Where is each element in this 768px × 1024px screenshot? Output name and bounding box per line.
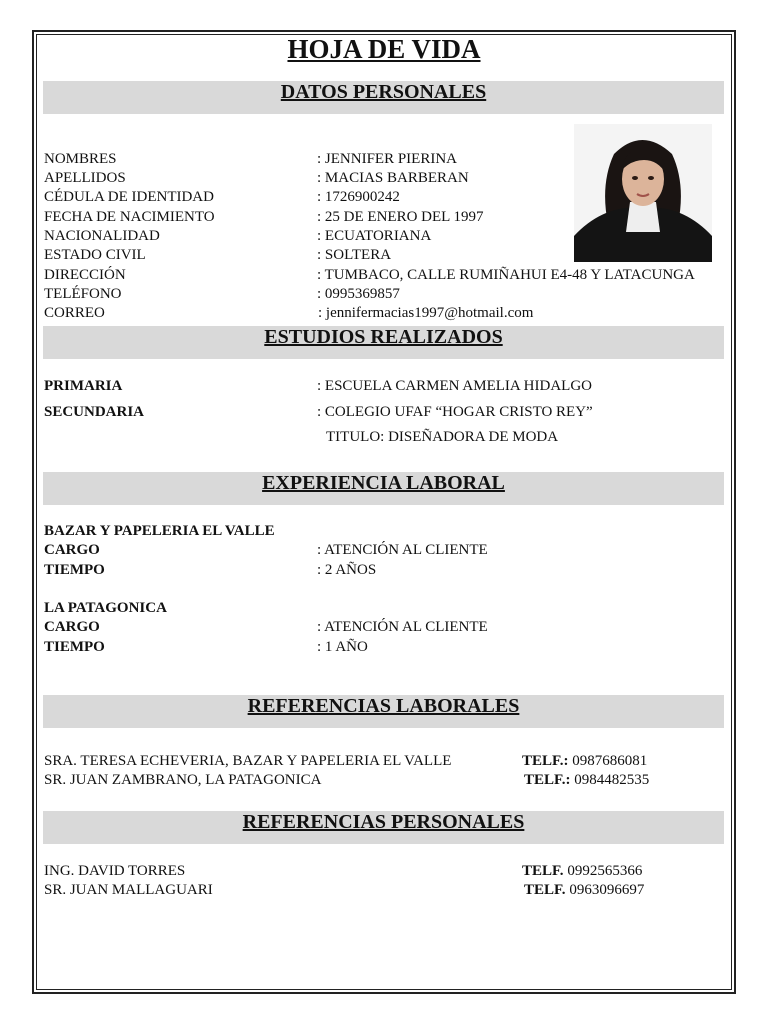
section-work-refs-header: REFERENCIAS LABORALES: [43, 695, 724, 728]
experience-company-1: BAZAR Y PAPELERIA EL VALLE: [44, 523, 275, 539]
value-nacionalidad: : ECUATORIANA: [317, 228, 432, 244]
personal-ref-tel-label-2: TELF.: [524, 882, 566, 898]
value-correo: : jennifermacias1997@hotmail.com: [318, 305, 534, 321]
value-primaria: : ESCUELA CARMEN AMELIA HIDALGO: [317, 378, 593, 394]
experience-tiempo-1: : 2 AÑOS: [317, 562, 377, 578]
work-ref-tel-value-2: 0984482535: [574, 772, 650, 788]
value-telefono: : 0995369857: [317, 286, 400, 302]
work-ref-tel-2: [524, 772, 649, 789]
personal-ref-tel-label-1: TELF.: [522, 863, 564, 879]
value-secundaria: : COLEGIO UFAF “HOGAR CRISTO REY”: [317, 404, 593, 420]
label-cedula: CÉDULA DE IDENTIDAD: [44, 189, 214, 205]
label-nacionalidad: NACIONALIDAD: [44, 228, 160, 244]
personal-ref-tel-value-1: 0992565366: [567, 863, 643, 879]
label-correo: CORREO: [44, 305, 105, 321]
section-personal-refs-header: REFERENCIAS PERSONALES: [43, 811, 724, 844]
experience-cargo-label-1: CARGO: [44, 542, 100, 558]
section-experience-header: EXPERIENCIA LABORAL: [43, 472, 724, 505]
value-fecha-nacimiento: : 25 DE ENERO DEL 1997: [317, 209, 484, 225]
value-estado-civil: : SOLTERA: [317, 247, 392, 263]
label-primaria: PRIMARIA: [44, 378, 123, 394]
label-secundaria: SECUNDARIA: [44, 404, 145, 420]
value-direccion: : TUMBACO, CALLE RUMIÑAHUI E4-48 Y LATACUNGA: [317, 267, 695, 283]
work-ref-tel-label-1: TELF.:: [522, 753, 569, 769]
value-apellidos: : MACIAS BARBERAN: [317, 170, 469, 186]
experience-company-2: LA PATAGONICA: [44, 600, 167, 616]
profile-photo: [574, 124, 712, 262]
section-studies-header: ESTUDIOS REALIZADOS: [43, 326, 724, 359]
work-ref-name-1: SRA. TERESA ECHEVERIA, BAZAR Y PAPELERIA EL VALLE: [44, 753, 452, 769]
label-nombres: NOMBRES: [44, 151, 117, 167]
experience-cargo-label-2: CARGO: [44, 619, 100, 635]
label-estado-civil: ESTADO CIVIL: [44, 247, 146, 263]
work-ref-tel-1: [522, 753, 647, 770]
work-ref-name-2: SR. JUAN ZAMBRANO, LA PATAGONICA: [44, 772, 322, 788]
personal-ref-name-1: ING. DAVID TORRES: [44, 863, 186, 879]
section-personal-header: DATOS PERSONALES: [43, 81, 724, 114]
label-direccion: DIRECCIÓN: [44, 267, 126, 283]
work-ref-tel-value-1: 0987686081: [572, 753, 648, 769]
experience-tiempo-label-2: TIEMPO: [44, 639, 105, 655]
document-title: HOJA DE VIDA: [287, 34, 481, 64]
label-apellidos: APELLIDOS: [44, 170, 126, 186]
work-ref-tel-label-2: TELF.:: [524, 772, 571, 788]
label-telefono: TELÉFONO: [44, 286, 122, 302]
label-fecha-nacimiento: FECHA DE NACIMIENTO: [44, 209, 215, 225]
experience-cargo-1: : ATENCIÓN AL CLIENTE: [317, 542, 488, 558]
personal-ref-tel-2: [524, 882, 644, 899]
portrait-illustration: [574, 124, 712, 262]
value-cedula: : 1726900242: [317, 189, 400, 205]
experience-tiempo-2: : 1 AÑO: [317, 639, 368, 655]
value-nombres: : JENNIFER PIERINA: [317, 151, 458, 167]
experience-cargo-2: : ATENCIÓN AL CLIENTE: [317, 619, 488, 635]
personal-ref-tel-1: [522, 863, 642, 880]
experience-tiempo-label-1: TIEMPO: [44, 562, 105, 578]
personal-ref-tel-value-2: 0963096697: [569, 882, 645, 898]
personal-ref-name-2: SR. JUAN MALLAGUARI: [44, 882, 213, 898]
value-titulo: TITULO: DISEÑADORA DE MODA: [326, 429, 559, 445]
